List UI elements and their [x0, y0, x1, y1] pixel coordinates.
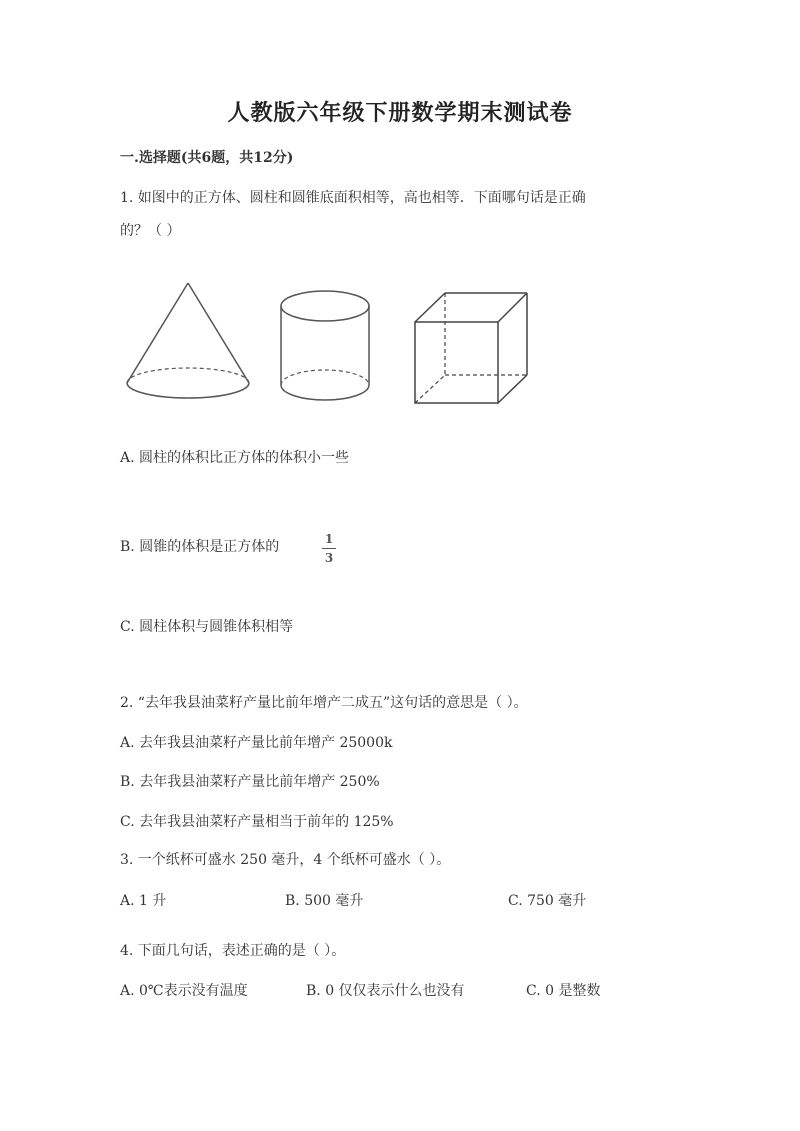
question-3-option-c: C. 750 毫升 — [508, 893, 587, 909]
question-3-option-a: A. 1 升 — [120, 893, 167, 909]
question-2-option-b: B. 去年我县油菜籽产量比前年增产 250% — [120, 774, 380, 790]
cone-figure — [120, 278, 256, 400]
fraction-one-third — [321, 532, 337, 565]
section-heading: 一.选择题(共6题，共12分) — [120, 150, 294, 166]
cylinder-figure — [276, 284, 376, 410]
page-title: 人教版六年级下册数学期末测试卷 — [227, 100, 573, 126]
cylinder-top — [281, 291, 369, 321]
cone-base-front — [127, 383, 249, 398]
question-2-option-c: C. 去年我县油菜籽产量相当于前年的 125% — [120, 814, 394, 830]
question-3-text: 3. 一个纸杯可盛水 250 毫升，4 个纸杯可盛水（ ）。 — [120, 852, 451, 868]
question-4-option-b: B. 0 仅仅表示什么也没有 — [306, 983, 465, 999]
cone-left-edge — [127, 283, 188, 383]
question-1-text-line2: 的？（ ） — [120, 223, 181, 239]
cone-base-back — [127, 368, 249, 383]
question-1-text-line1: 1. 如图中的正方体、圆柱和圆锥底面积相等，高也相等．下面哪句话是正确 — [120, 190, 586, 206]
cone-right-edge — [188, 283, 249, 383]
cylinder-base-front — [281, 385, 369, 400]
fraction-denominator: 3 — [324, 551, 334, 565]
question-4-option-a: A. 0℃表示没有温度 — [120, 983, 248, 999]
question-3-option-b: B. 500 毫升 — [285, 893, 364, 909]
question-1-option-c: C. 圆柱体积与圆锥体积相等 — [120, 619, 294, 635]
cube-figure — [408, 286, 534, 410]
cube-hidden-diagonal — [415, 375, 445, 403]
question-1-option-a: A. 圆柱的体积比正方体的体积小一些 — [120, 450, 350, 466]
question-4-option-c: C. 0 是整数 — [526, 983, 601, 999]
question-4-text: 4. 下面几句话，表述正确的是（ ）。 — [120, 943, 346, 959]
question-2-text: 2. “去年我县油菜籽产量比前年增产二成五”这句话的意思是（ ）。 — [120, 695, 528, 711]
question-2-option-a: A. 去年我县油菜籽产量比前年增产 25000k — [120, 735, 393, 751]
fraction-numerator: 1 — [324, 532, 334, 546]
cylinder-base-back — [281, 370, 369, 385]
question-1-option-b: B. 圆锥的体积是正方体的 — [120, 539, 280, 555]
